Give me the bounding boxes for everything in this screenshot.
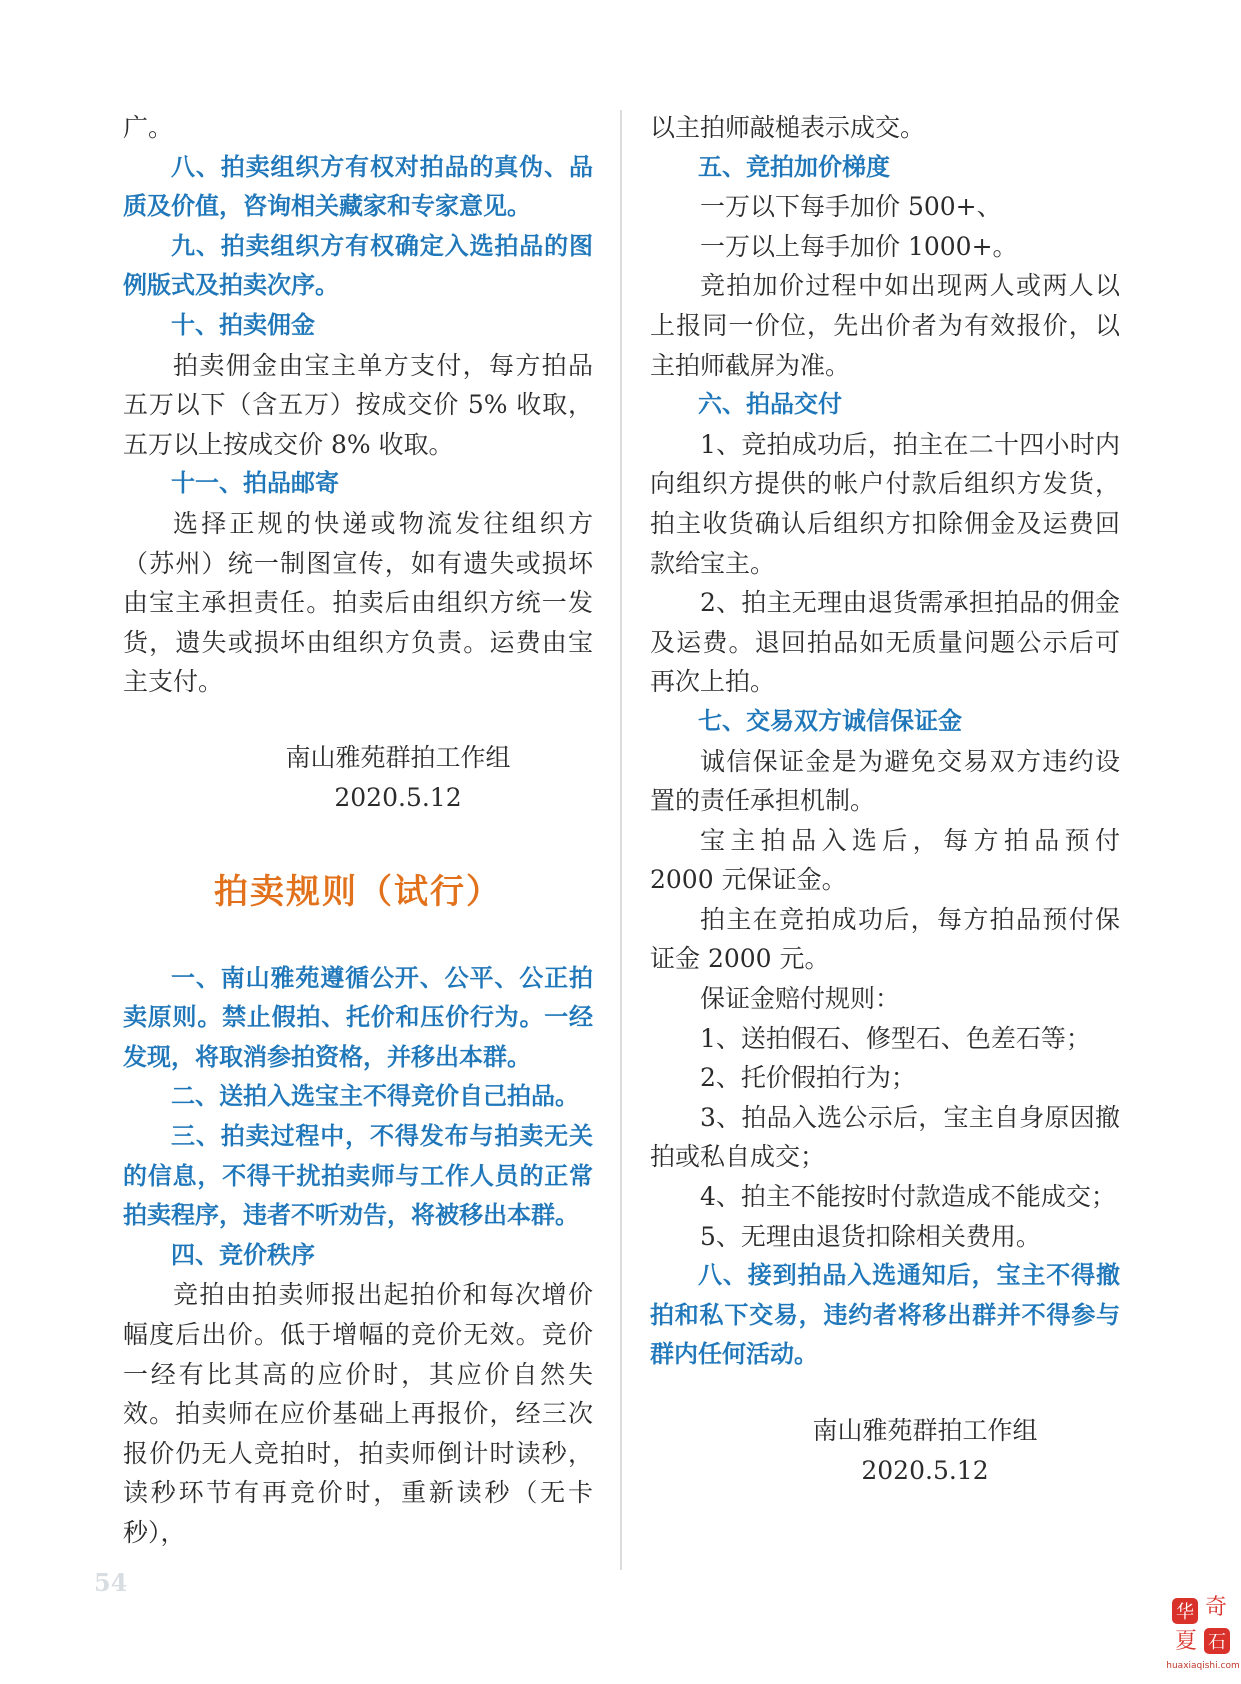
body-paragraph: 1、竞拍成功后，拍主在二十四小时内向组织方提供的帐户付款后组织方发货，拍主收货确认后组织方扣除佣金及运费回款给宝主。	[650, 429, 1120, 578]
section-title: 拍卖规则（试行）	[214, 872, 502, 913]
body-paragraph: 一万以上每手加价 1000+。	[700, 231, 1018, 261]
section-heading: 一、南山雅苑遵循公开、公平、公正拍卖原则。禁止假拍、托价和压价行为。一经发现，将取消参拍资格，并移出本群。	[123, 963, 593, 1071]
body-paragraph: 3、拍品入选公示后，宝主自身原因撤拍或私自成交；	[650, 1102, 1120, 1172]
body-paragraph: 拍卖佣金由宝主单方支付，每方拍品五万以下（含五万）按成交价 5% 收取，五万以上按成交价 8% 收取。	[123, 350, 593, 459]
watermark-char-3: 夏	[1174, 1629, 1198, 1654]
left-paragraphs	[123, 108, 593, 702]
body-paragraph: 广。	[123, 113, 174, 142]
section-heading: 八、拍卖组织方有权对拍品的真伪、品质及价值，咨询相关藏家和专家意见。	[123, 152, 593, 221]
section-heading: 六、拍品交付	[698, 390, 842, 419]
rules-paragraphs	[123, 959, 593, 1553]
body-paragraph: 5、无理由退货扣除相关费用。	[700, 1221, 1041, 1251]
section-heading: 七、交易双方诚信保证金	[698, 706, 962, 735]
section-heading: 五、竞拍加价梯度	[698, 152, 890, 181]
body-paragraph: 一万以下每手加价 500+、	[700, 192, 1002, 222]
body-paragraph: 选择正规的快递或物流发往组织方（苏州）统一制图宣传，如有遗失或损坏由宝主承担责任。拍卖后由组织方统一发货，遗失或损坏由组织方负责。运费由宝主支付。	[123, 508, 593, 697]
body-paragraph: 以主拍师敲槌表示成交。	[650, 113, 926, 142]
body-paragraph: 2、拍主无理由退货需承担拍品的佣金及运费。退回拍品如无质量问题公示后可再次上拍。	[650, 588, 1120, 697]
section-heading: 九、拍卖组织方有权确定入选拍品的图例版式及拍卖次序。	[123, 231, 593, 300]
watermark-logo	[1166, 1594, 1240, 1674]
section-heading: 十、拍卖佣金	[171, 310, 315, 339]
section-heading: 二、送拍入选宝主不得竞价自己拍品。	[171, 1082, 579, 1111]
signature-date-2: 2020.5.12	[861, 1455, 989, 1485]
page-number: 54	[94, 1568, 128, 1597]
watermark-url: huaxiaqishi.com	[1166, 1661, 1240, 1671]
right-column	[650, 108, 1120, 1490]
section-heading: 三、拍卖过程中，不得发布与拍卖无关的信息，不得干扰拍卖师与工作人员的正常拍卖程序，违者不听劝告，将被移出本群。	[123, 1122, 593, 1230]
watermark-char-2: 奇	[1204, 1595, 1228, 1620]
body-paragraph: 4、拍主不能按时付款造成不能成交；	[700, 1182, 1116, 1212]
body-paragraph: 竞拍加价过程中如出现两人或两人以上报同一价位，先出价者为有效报价，以主拍师截屏为准。	[650, 271, 1120, 380]
signature-org: 南山雅苑群拍工作组	[285, 742, 511, 772]
signature-org-2: 南山雅苑群拍工作组	[812, 1416, 1038, 1445]
body-paragraph: 诚信保证金是为避免交易双方违约设置的责任承担机制。	[650, 746, 1120, 816]
body-paragraph: 保证金赔付规则：	[700, 984, 901, 1014]
body-paragraph: 拍主在竞拍成功后，每方拍品预付保证金 2000 元。	[650, 904, 1120, 974]
left-column	[123, 108, 593, 1553]
section-heading: 十一、拍品邮寄	[171, 469, 339, 498]
section-heading: 八、接到拍品入选通知后，宝主不得撤拍和私下交易，违约者将移出群并不得参与群内任何活动。	[650, 1261, 1120, 1369]
watermark-char-4: 石	[1208, 1632, 1226, 1653]
body-paragraph: 竞拍由拍卖师报出起拍价和每次增价幅度后出价。低于增幅的竞价无效。竞价一经有比其高的应价时，其应价自然失效。拍卖师在应价基础上再报价，经三次报价仍无人竞拍时，拍卖师倒计时读秒，读秒环节有再竞价时，重新读秒（无卡秒），	[123, 1280, 593, 1547]
signature-date: 2020.5.12	[334, 782, 462, 812]
watermark-char-1: 华	[1176, 1602, 1194, 1623]
right-paragraphs	[650, 108, 1120, 1375]
body-paragraph: 2、托价假拍行为；	[700, 1063, 916, 1093]
body-paragraph: 1、送拍假石、修型石、色差石等；	[700, 1023, 1091, 1053]
column-divider	[620, 110, 622, 1570]
section-heading: 四、竞价秩序	[171, 1240, 315, 1269]
body-paragraph: 宝主拍品入选后，每方拍品预付 2000 元保证金。	[650, 825, 1120, 895]
